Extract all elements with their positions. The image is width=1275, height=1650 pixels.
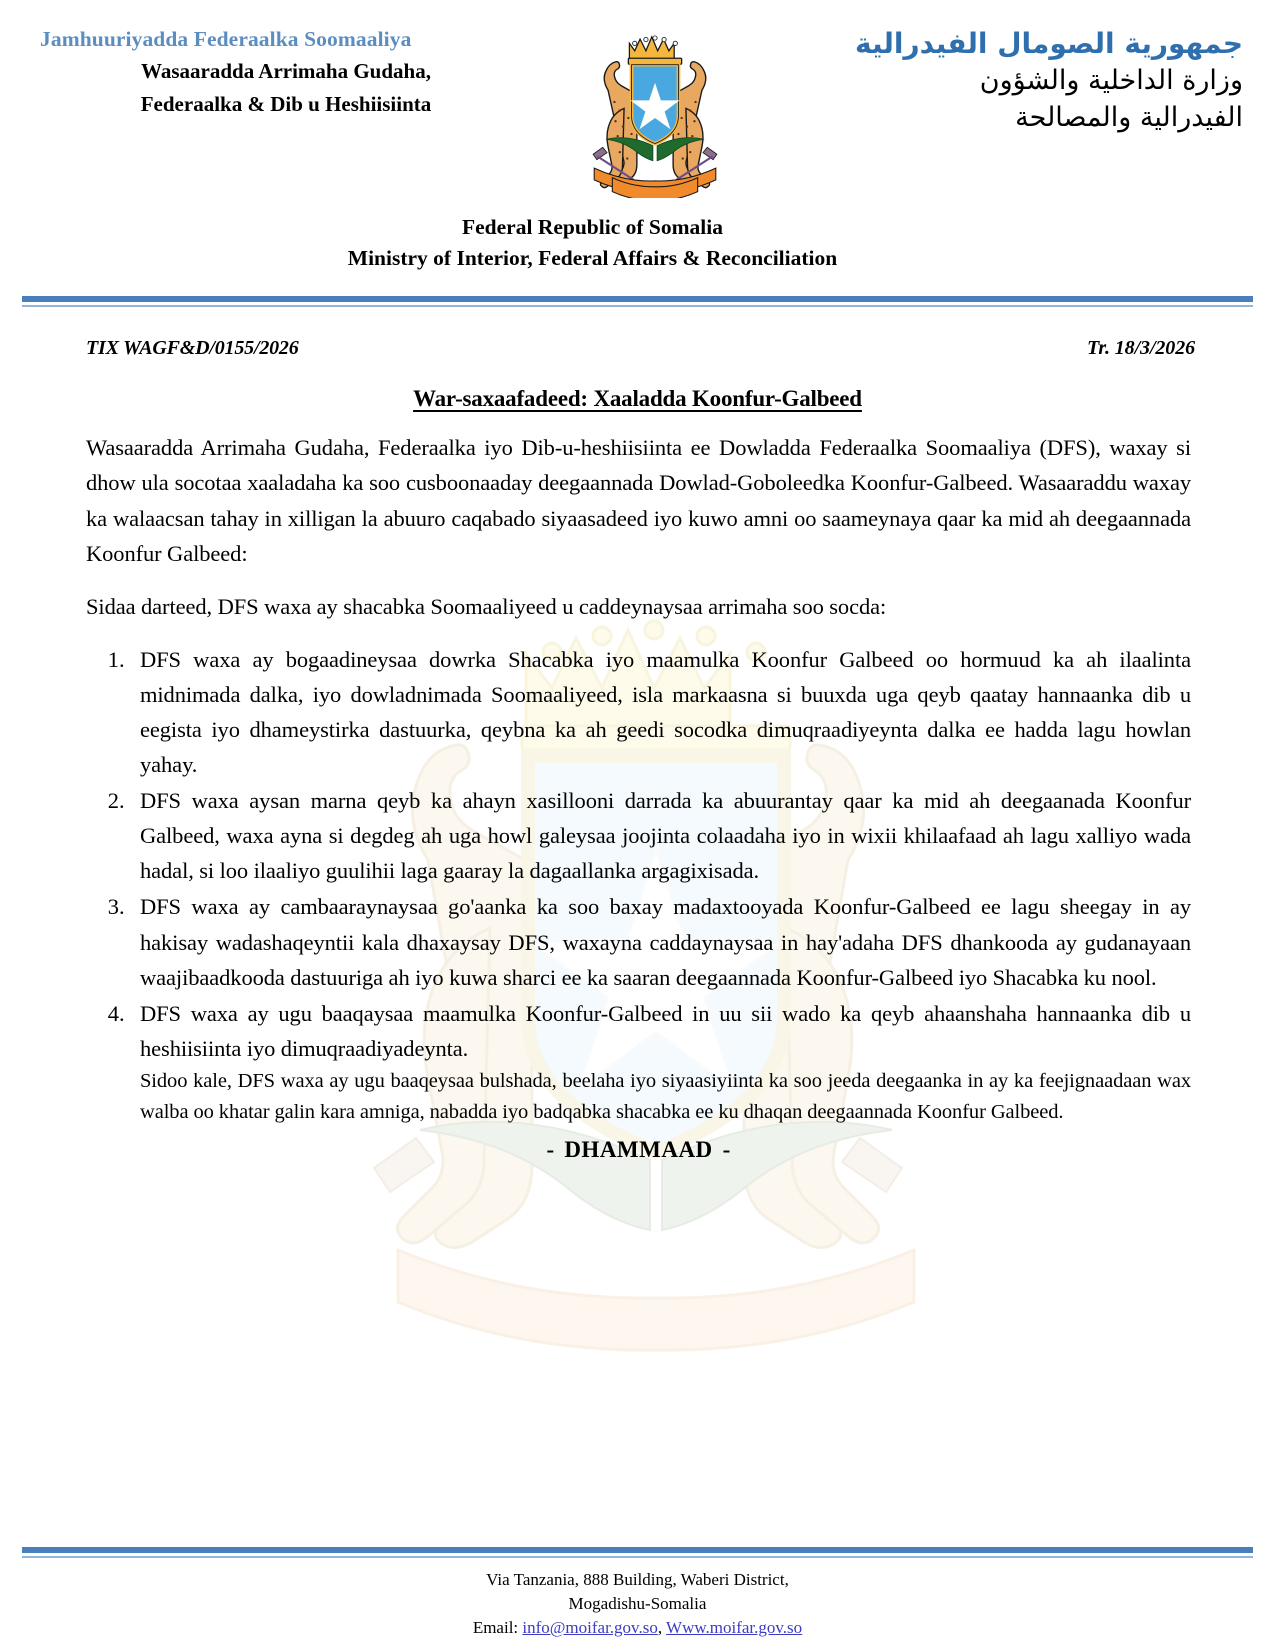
somali-republic-title: Jamhuuriyadda Federaalka Soomaaliya xyxy=(40,27,412,51)
footer-address-line2: Mogadishu-Somalia xyxy=(568,1593,707,1613)
document-meta xyxy=(28,337,1247,360)
closing-word: DHAMMAAD xyxy=(564,1137,713,1163)
coat-of-arms-icon xyxy=(565,22,745,198)
document-body xyxy=(28,430,1247,1163)
english-republic-title: Federal Republic of Somalia xyxy=(462,215,723,239)
letterhead-english xyxy=(28,212,1247,274)
paragraph-intro: Wasaaradda Arrimaha Gudaha, Federaalka iyo Dib-u-heshiisiinta ee Dowladda Federaalka Soomaaliya (DFS), waxay si dhow ula socotaa xaaladaha ka soo cusboonaaday deegaannada Dowlad-Goboleedka Koonfur-Galbeed. Wasaaraddu waxay ka walaacsan tahay in xilligan la abuuro caqabado siyaasadeed iyo kuwo amni oo saameynaya qaar ka mid ah deegaannada Koonfur Galbeed: xyxy=(86,435,1191,566)
footer-website-link[interactable]: Www.moifar.gov.so xyxy=(666,1617,803,1637)
footer-separator: , xyxy=(657,1617,663,1637)
document-date: Tr. 18/3/2026 xyxy=(1087,337,1195,360)
footer-content xyxy=(28,1568,1247,1640)
arabic-republic-title: جمهورية الصومال الفيدرالية xyxy=(854,27,1243,60)
clause-item-4-main: DFS waxa ay ugu baaqaysaa maamulka Koonfur-Galbeed in uu sii wado ka qeyb ahaanshaha hannaanka dib u heshiisiinta iyo dimuqraadiyadeynta. xyxy=(140,1000,1191,1061)
footer-contact-line xyxy=(28,1616,1247,1640)
somali-ministry-line1: Wasaaradda Arrimaha Gudaha, xyxy=(141,58,431,83)
closing-dash-left: - xyxy=(546,1137,555,1163)
footer-address-line1: Via Tanzania, 888 Building, Waberi District, xyxy=(486,1569,789,1589)
footer-email-label: Email: xyxy=(472,1617,519,1637)
letterhead xyxy=(28,0,1247,198)
header-divider xyxy=(22,296,1253,307)
page-title: War-saxaafadeed: Xaaladda Koonfur-Galbeed xyxy=(413,386,862,412)
paragraph-lead-in: Sidaa darteed, DFS waxa ay shacabka Soomaaliyeed u caddeynaysaa arrimaha soo socda: xyxy=(86,593,887,619)
closing-dash-right: - xyxy=(722,1137,731,1163)
reference-number: TIX WAGF&D/0155/2026 xyxy=(86,337,299,360)
clause-item-3: 3. DFS waxa ay cambaaraynaysaa go'aanka ka soo baxay madaxtooyada Koonfur-Galbeed ee lagu sheegay in ay hakisay wadashaqeyntii kala dhaxaysay DFS, waxayna caddaynaysaa in hay'adaha DFS dhankooda ay gudanayaan waajibaadkooda dastuuriga ah iyo kuwa sharci ee ka saaran deegaannada Koonfur-Galbeed iyo Shacabka ku nool. xyxy=(130,889,1191,994)
clause-item-4 xyxy=(130,996,1191,1128)
page-footer xyxy=(28,1547,1247,1640)
clause-item-4-tail: Sidoo kale, DFS waxa ay ugu baaqeysaa bulshada, beelaha iyo siyaasiyiinta ka soo jeeda deegaanka in ay ka feejignaadaan wax walba oo khatar galin kara amniga, nabadda iyo badqabka shacabka ee ku dhaqan deegaannada Koonfur Galbeed. xyxy=(140,1069,1191,1123)
letterhead-arabic xyxy=(773,26,1247,135)
english-ministry-title: Ministry of Interior, Federal Affairs & Reconciliation xyxy=(347,246,838,271)
footer-email-link[interactable]: info@moifar.gov.so xyxy=(522,1617,658,1637)
clause-item-1: 1. DFS waxa ay bogaadineysaa dowrka Shacabka iyo maamulka Koonfur Galbeed oo hormuud ka ah ilaalinta midnimada dalka, iyo dowladnimada Soomaaliyeed, isla markaasna si buuxda uga qeyb qaatay hannaanka dib u eegista iyo dhameystirka dastuurka, qeybna ka ah geedi socodka dimuqraadiyeynta dalka ee hadda lagu howlan yahay. xyxy=(130,642,1191,782)
somali-ministry-line2: Federaalka & Dib u Heshiisiinta xyxy=(140,91,432,116)
clause-list xyxy=(86,642,1191,1128)
arabic-ministry-line1: وزارة الداخلية والشؤون xyxy=(979,65,1243,96)
clause-item-2: 2. DFS waxa aysan marna qeyb ka ahayn xasillooni darrada ka abuurantay qaar ka mid ah deegaanada Koonfur Galbeed, waxa ayna si degdeg ah uga howl galeysaa joojinta colaadaha iyo in wixii khilaafaad ah lagu xalliyo wada hadal, si loo ilaaliyo guulihii laga gaaray la dagaallanka argagixisada. xyxy=(130,783,1191,888)
closing-line xyxy=(86,1137,1191,1163)
letterhead-somali xyxy=(28,26,536,120)
footer-divider-thin xyxy=(22,1556,1253,1558)
footer-divider xyxy=(22,1547,1253,1558)
header-divider-thin xyxy=(22,305,1253,307)
arabic-ministry-line2: الفيدرالية والمصالحة xyxy=(1015,102,1243,134)
